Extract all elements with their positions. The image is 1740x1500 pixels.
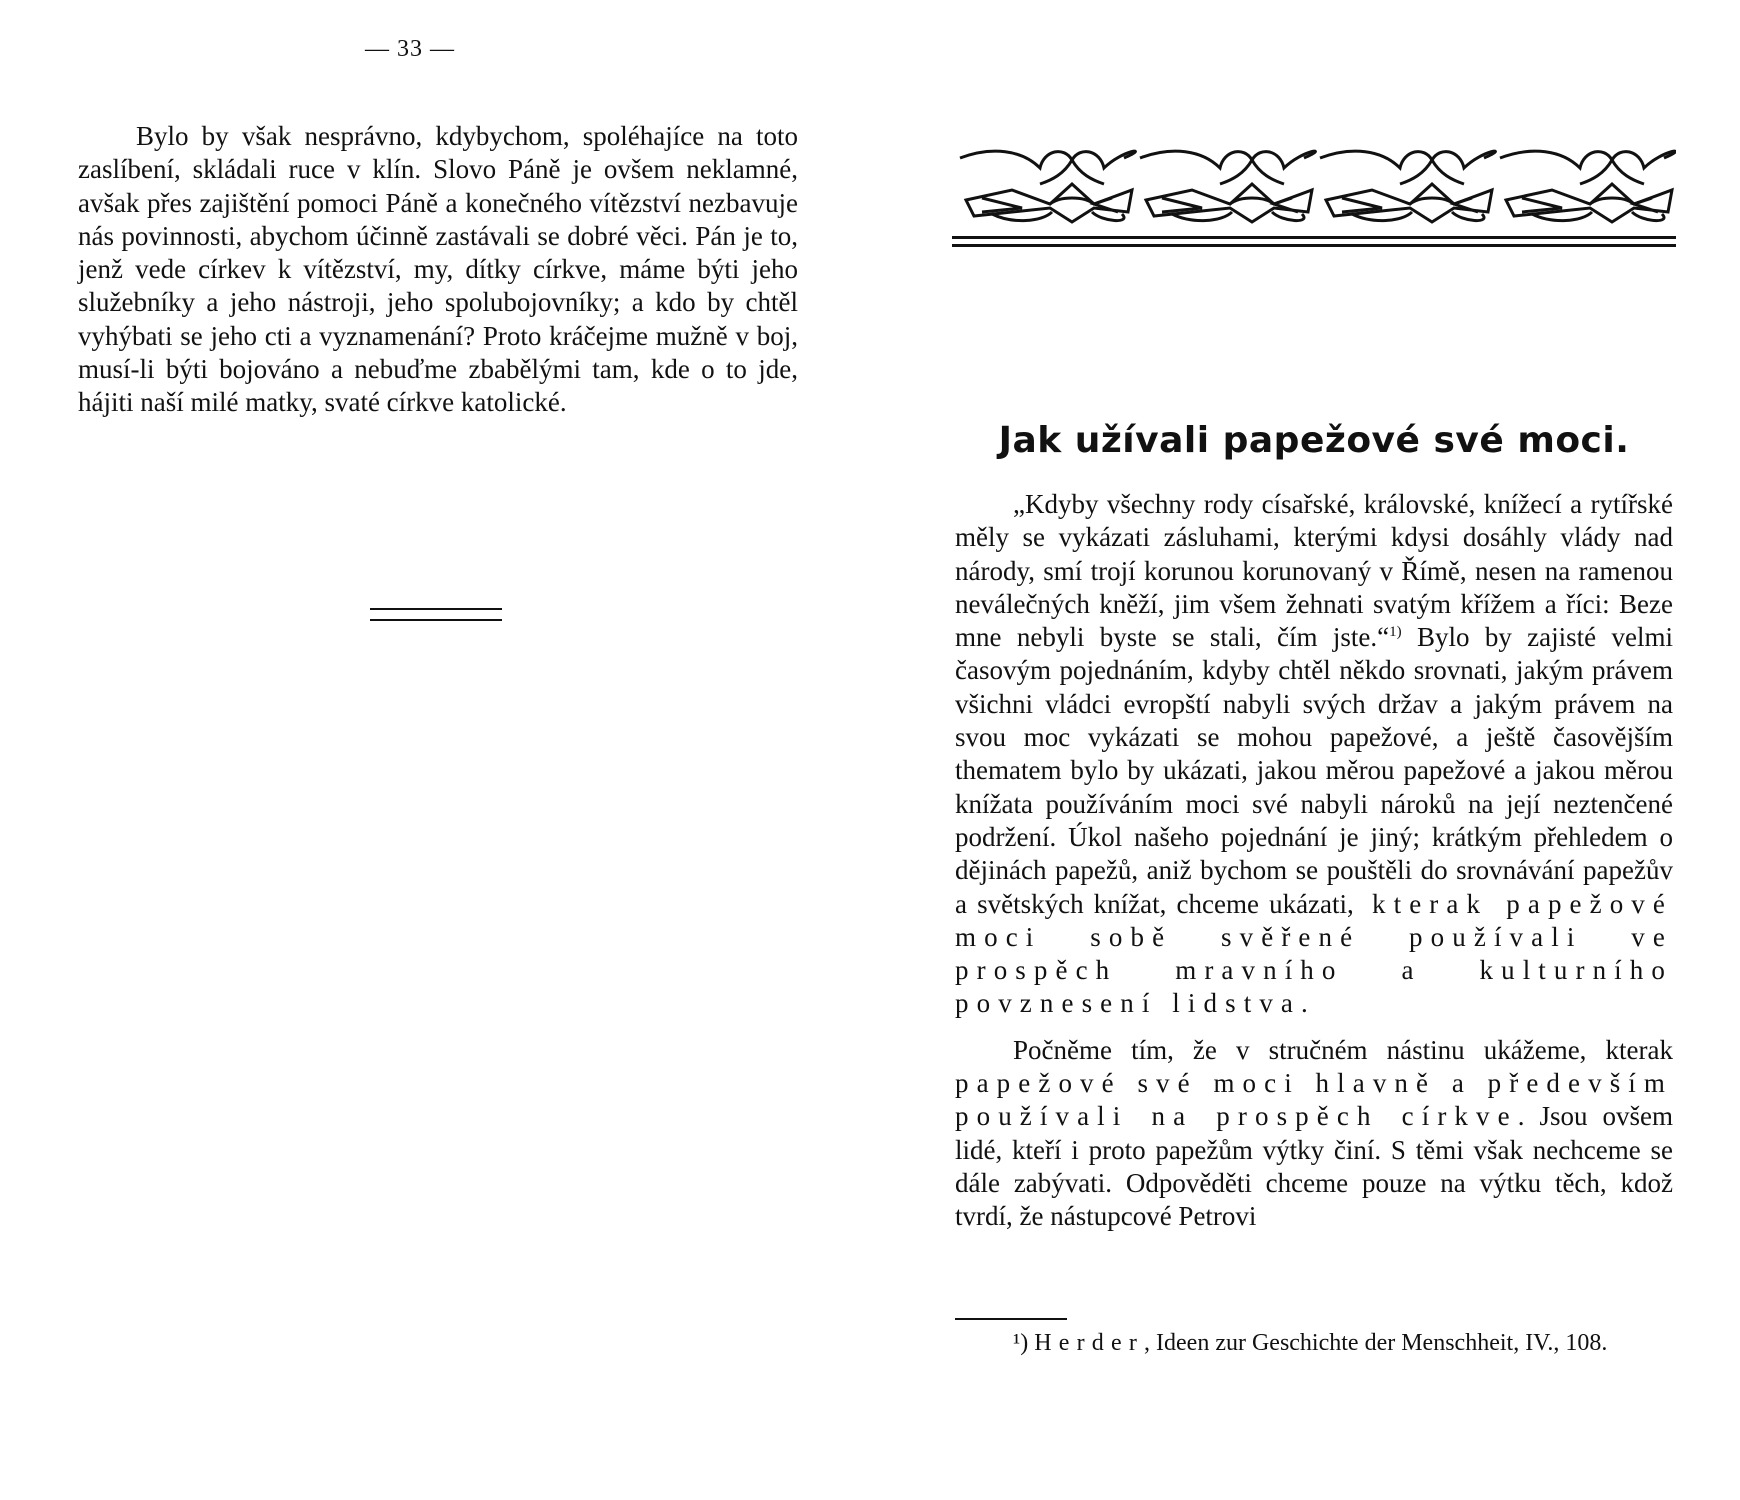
left-paragraph: Bylo by však nesprávno, kdybychom, spoléhajíce na toto zaslíbení, skládali ruce v klín. Slovo Páně je ovšem neklamné, avšak přes zajištění pomoci Páně a konečného vítězství nezbavuje nás povinnosti, abychom účinně zastávali se dobré věci. Pán je to, jenž vede církev k vítězství, my, dítky církve, máme býti jeho služebníky a jeho nástroji, jeho spolubojovníky; a kdo by chtěl vyhýbati se jeho cti a vyznamenání? Proto kráčejme mužně v boj, musí-li býti bojováno a nebuďme zbabělými tam, kde o to jde, hájiti naší milé matky, svaté církve katolické. (78, 121, 798, 418)
footnote-mark: ¹) (1013, 1330, 1029, 1356)
paragraph-text: . Jsou ovšem lidé, kteří i proto papežům výtky činí. S těmi však nechceme se dále zabývati. Odpověděti chceme pouze na výtku těch, kdož tvrdí, že nástupcové Petrovi (955, 1101, 1673, 1232)
page-number: — 33 — (365, 36, 455, 62)
paragraph-text: Počněme tím, že v stručném nástinu ukážeme, kterak (1013, 1034, 1673, 1065)
ornament-rule (952, 244, 1676, 247)
rule-line-bottom (370, 619, 502, 621)
footnote-rule (955, 1318, 1067, 1320)
footnote (955, 1328, 1673, 1359)
spaced-emphasis: papežové své moci hlavně a především používali na prospěch církve (955, 1068, 1673, 1132)
body-paragraph (955, 1034, 1673, 1234)
paragraph-text: „Kdyby všechny rody císařské, královské, knížecí a rytířské měly se vykázati zásluhami, kterými kdysi dosáhly vlády nad národy, smí trojí korunou korunovaný v Římě, nesen na ramenou neválečných kněží, jim všem žehnati svatým křížem a říci: Beze mne nebyli byste se stali, čím jste.“ (955, 489, 1673, 653)
section-end-rule (370, 608, 502, 621)
left-column (78, 120, 798, 420)
body-paragraph (955, 488, 1673, 1021)
ornament-motif (960, 151, 1135, 222)
rule-line-top (370, 608, 502, 610)
ornament-motif (1320, 151, 1495, 222)
ornament-motif (1140, 151, 1315, 222)
decorative-ornament (952, 140, 1676, 258)
chapter-heading: Jak užívali papežové své moci. (998, 420, 1630, 461)
spaced-emphasis: kterak papežové moci sobě svěřené používali ve prospěch mravního a kulturního povznesení lidstva. (955, 888, 1673, 1019)
footnote-text: , Ideen zur Geschichte der Menschheit, IV., 108. (1144, 1330, 1608, 1356)
right-column (955, 488, 1673, 1234)
footnote-reference: 1) (1389, 624, 1402, 641)
paragraph-text: Bylo by zajisté velmi časovým pojednáním, kdyby chtěl někdo srovnati, jakým právem všichni vládci evropští nabyli svých držav a jakým právem na svou moc vykázati se mohou papežové, a ještě časovějším thematem bylo by ukázati, jakou měrou papežové a jakou měrou knížata používáním moci své nabyli nároků na její neztenčené podržení. Úkol našeho pojednání je jiný; krátkým přehledem o dějinách papežů, aniž bychom se pouštěli do srovnávání papežův a světských knížat, chceme ukázati, (955, 622, 1673, 919)
footnote-author: Herder (1034, 1330, 1145, 1356)
ornament-rule (952, 236, 1676, 239)
ornament-motif (1500, 151, 1675, 222)
